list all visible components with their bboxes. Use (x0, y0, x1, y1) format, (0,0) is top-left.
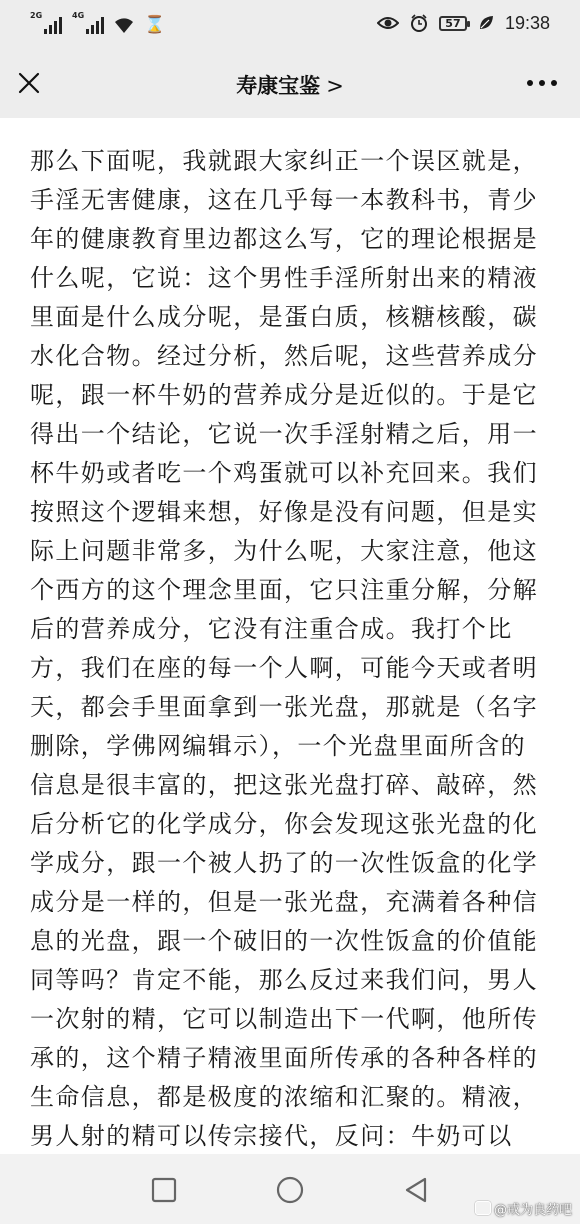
hourglass-icon: ⌛ (144, 15, 166, 35)
page-title-text: 寿康宝鉴 (236, 74, 321, 98)
watermark-text: @戒为良药吧 (493, 1203, 572, 1218)
status-time: 19:38 (504, 12, 550, 33)
wifi-icon (114, 16, 134, 34)
circle-home-icon[interactable] (274, 1174, 306, 1206)
title-bar (0, 48, 580, 119)
watermark (475, 1199, 572, 1218)
more-dots-icon[interactable] (526, 78, 558, 88)
alarm-clock-icon (410, 14, 428, 32)
square-recent-icon[interactable] (148, 1174, 180, 1206)
navigation-bar (0, 1154, 580, 1224)
battery-level: 57 (445, 16, 461, 30)
triangle-back-icon[interactable] (400, 1174, 432, 1206)
chevron-right-icon: > (326, 74, 344, 98)
status-left (30, 12, 165, 34)
signal-icon (30, 11, 62, 34)
leaf-icon (478, 15, 494, 31)
status-bar (0, 0, 580, 48)
eye-icon (377, 16, 399, 30)
chat-bubble-icon (475, 1201, 491, 1215)
article-paragraph: 那么下面呢，我就跟大家纠正一个误区就是，手淫无害健康，这在几乎每一本教科书，青少年的健康教育里边都这么写，它的理论根据是什么呢，它说：这个男性手淫所射出来的精液里面是什么成分呢，是蛋白质，核糖核酸，碳水化合物。经过分析，然后呢，这些营养成分呢，跟一杯牛奶的营养成分是近似的。于是它得出一个结论，它说一次手淫射精之后，用一杯牛奶或者吃一个鸡蛋就可以补充回来。我们按照这个逻辑来想，好像是没有问题，但是实际上问题非常多，为什么呢，大家注意，他这个西方的这个理念里面，它只注重分解，分解后的营养成分，它没有注重合成。我打个比方，我们在座的每一个人啊，可能今天或者明天，都会手里面拿到一张光盘，那就是（名字删除，学佛网编辑示），一个光盘里面所含的信息是很丰富的，把这张光盘打碎、敲碎，然后分析它的化学成分，你会发现这张光盘的化学成分，跟一个被人扔了的一次性饭盒的化学成分是一样的，但是一张光盘，充满着各种信息的光盘，跟一个破旧的一次性饭盒的价值能同等吗？肯定不能，那么反过来我们问，男人一次射的精，它可以制造出下一代啊，他所传承的，这个精子精液里面所传承的各种各样的生命信息，都是极度的浓缩和汇聚的。精液，男人射的精可以传宗接代，反问：牛奶可以 (30, 147, 538, 1150)
page-title[interactable] (0, 70, 580, 100)
battery-icon (439, 16, 467, 31)
signal-icon (72, 11, 104, 34)
signal-type-label: 4G (72, 11, 85, 20)
status-right (377, 10, 550, 36)
article-body (0, 118, 580, 1154)
signal-type-label: 2G (30, 11, 43, 20)
